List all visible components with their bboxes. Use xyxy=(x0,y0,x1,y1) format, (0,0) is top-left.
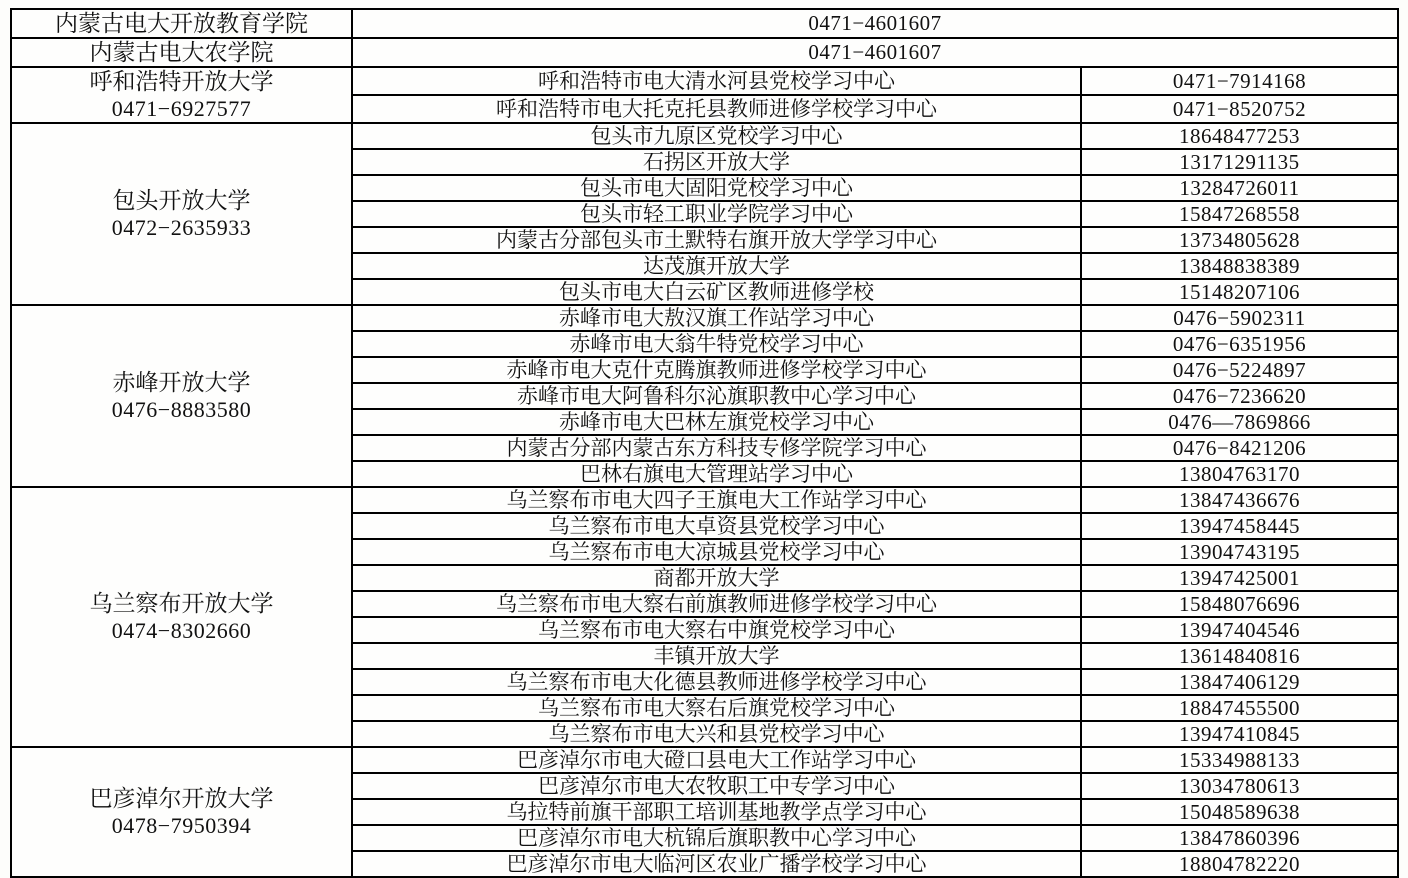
center-phone: 0476−5902311 xyxy=(1081,305,1398,331)
center-phone: 0471−8520752 xyxy=(1081,95,1398,123)
center-name: 商都开放大学 xyxy=(352,565,1081,591)
university-phone: 0472−2635933 xyxy=(111,215,252,240)
center-phone: 13847860396 xyxy=(1081,825,1398,851)
university-name: 包头开放大学 xyxy=(112,188,251,213)
center-name: 巴彦淖尔市电大农牧职工中专学习中心 xyxy=(352,773,1081,799)
center-name: 乌兰察布市电大察右后旗党校学习中心 xyxy=(352,695,1081,721)
center-name: 内蒙古分部内蒙古东方科技专修学院学习中心 xyxy=(352,435,1081,461)
table-row xyxy=(11,38,1398,67)
center-phone: 13947410845 xyxy=(1081,721,1398,747)
center-name: 乌兰察布市电大卓资县党校学习中心 xyxy=(352,513,1081,539)
center-phone: 13947458445 xyxy=(1081,513,1398,539)
university-contact-table xyxy=(10,8,1399,878)
center-name: 内蒙古分部包头市土默特右旗开放大学学习中心 xyxy=(352,227,1081,253)
table-row xyxy=(11,67,1398,95)
center-name: 包头市九原区党校学习中心 xyxy=(352,123,1081,149)
institution-phone: 0471−4601607 xyxy=(352,38,1398,67)
center-phone: 18804782220 xyxy=(1081,851,1398,877)
center-phone: 15048589638 xyxy=(1081,799,1398,825)
center-phone: 0476−8421206 xyxy=(1081,435,1398,461)
center-name: 巴彦淖尔市电大杭锦后旗职教中心学习中心 xyxy=(352,825,1081,851)
center-phone: 13614840816 xyxy=(1081,643,1398,669)
center-name: 乌兰察布市电大凉城县党校学习中心 xyxy=(352,539,1081,565)
university-phone: 0478−7950394 xyxy=(111,813,252,838)
institution-name: 内蒙古电大农学院 xyxy=(11,38,352,67)
center-name: 包头市电大白云矿区教师进修学校 xyxy=(352,279,1081,305)
center-phone: 13904743195 xyxy=(1081,539,1398,565)
center-name: 赤峰市电大阿鲁科尔沁旗职教中心学习中心 xyxy=(352,383,1081,409)
center-phone: 13847436676 xyxy=(1081,487,1398,513)
center-name: 赤峰市电大克什克腾旗教师进修学校学习中心 xyxy=(352,357,1081,383)
center-name: 巴彦淖尔市电大临河区农业广播学校学习中心 xyxy=(352,851,1081,877)
center-name: 乌拉特前旗干部职工培训基地教学点学习中心 xyxy=(352,799,1081,825)
center-phone: 0476−6351956 xyxy=(1081,331,1398,357)
center-phone: 13034780613 xyxy=(1081,773,1398,799)
center-phone: 13847406129 xyxy=(1081,669,1398,695)
center-phone: 15847268558 xyxy=(1081,201,1398,227)
university-name: 呼和浩特开放大学 xyxy=(89,69,274,94)
table-row xyxy=(11,9,1398,38)
university-phone: 0471−6927577 xyxy=(111,96,252,121)
center-phone: 13947425001 xyxy=(1081,565,1398,591)
center-name: 巴林右旗电大管理站学习中心 xyxy=(352,461,1081,487)
university-cell xyxy=(11,305,352,487)
center-name: 乌兰察布市电大察右前旗教师进修学校学习中心 xyxy=(352,591,1081,617)
center-name: 呼和浩特市电大清水河县党校学习中心 xyxy=(352,67,1081,95)
center-phone: 13171291135 xyxy=(1081,149,1398,175)
center-phone: 15148207106 xyxy=(1081,279,1398,305)
center-phone: 15334988133 xyxy=(1081,747,1398,773)
table-row xyxy=(11,747,1398,773)
center-name: 赤峰市电大敖汉旗工作站学习中心 xyxy=(352,305,1081,331)
center-name: 乌兰察布市电大四子王旗电大工作站学习中心 xyxy=(352,487,1081,513)
center-phone: 15848076696 xyxy=(1081,591,1398,617)
institution-phone: 0471−4601607 xyxy=(352,9,1398,38)
institution-name: 内蒙古电大开放教育学院 xyxy=(11,9,352,38)
university-phone: 0476−8883580 xyxy=(111,397,252,422)
table-row xyxy=(11,123,1398,149)
university-phone: 0474−8302660 xyxy=(111,618,252,643)
university-cell xyxy=(11,487,352,747)
center-name: 赤峰市电大巴林左旗党校学习中心 xyxy=(352,409,1081,435)
center-name: 乌兰察布市电大化德县教师进修学校学习中心 xyxy=(352,669,1081,695)
center-phone: 0476−7236620 xyxy=(1081,383,1398,409)
center-phone: 13947404546 xyxy=(1081,617,1398,643)
university-name: 巴彦淖尔开放大学 xyxy=(89,786,274,811)
center-name: 巴彦淖尔市电大磴口县电大工作站学习中心 xyxy=(352,747,1081,773)
table-row xyxy=(11,305,1398,331)
center-phone: 18847455500 xyxy=(1081,695,1398,721)
table-row xyxy=(11,487,1398,513)
center-phone: 0476−5224897 xyxy=(1081,357,1398,383)
center-name: 乌兰察布市电大察右中旗党校学习中心 xyxy=(352,617,1081,643)
center-phone: 0476—7869866 xyxy=(1081,409,1398,435)
center-phone: 13284726011 xyxy=(1081,175,1398,201)
center-name: 乌兰察布市电大兴和县党校学习中心 xyxy=(352,721,1081,747)
center-name: 呼和浩特市电大托克托县教师进修学校学习中心 xyxy=(352,95,1081,123)
center-name: 丰镇开放大学 xyxy=(352,643,1081,669)
center-phone: 0471−7914168 xyxy=(1081,67,1398,95)
center-name: 石拐区开放大学 xyxy=(352,149,1081,175)
university-name: 乌兰察布开放大学 xyxy=(89,591,274,616)
university-cell xyxy=(11,123,352,305)
university-cell xyxy=(11,747,352,877)
center-phone: 13848838389 xyxy=(1081,253,1398,279)
center-name: 包头市电大固阳党校学习中心 xyxy=(352,175,1081,201)
university-name: 赤峰开放大学 xyxy=(112,370,251,395)
center-name: 包头市轻工职业学院学习中心 xyxy=(352,201,1081,227)
center-name: 赤峰市电大翁牛特党校学习中心 xyxy=(352,331,1081,357)
center-phone: 13734805628 xyxy=(1081,227,1398,253)
center-name: 达茂旗开放大学 xyxy=(352,253,1081,279)
university-cell xyxy=(11,67,352,123)
center-phone: 18648477253 xyxy=(1081,123,1398,149)
center-phone: 13804763170 xyxy=(1081,461,1398,487)
